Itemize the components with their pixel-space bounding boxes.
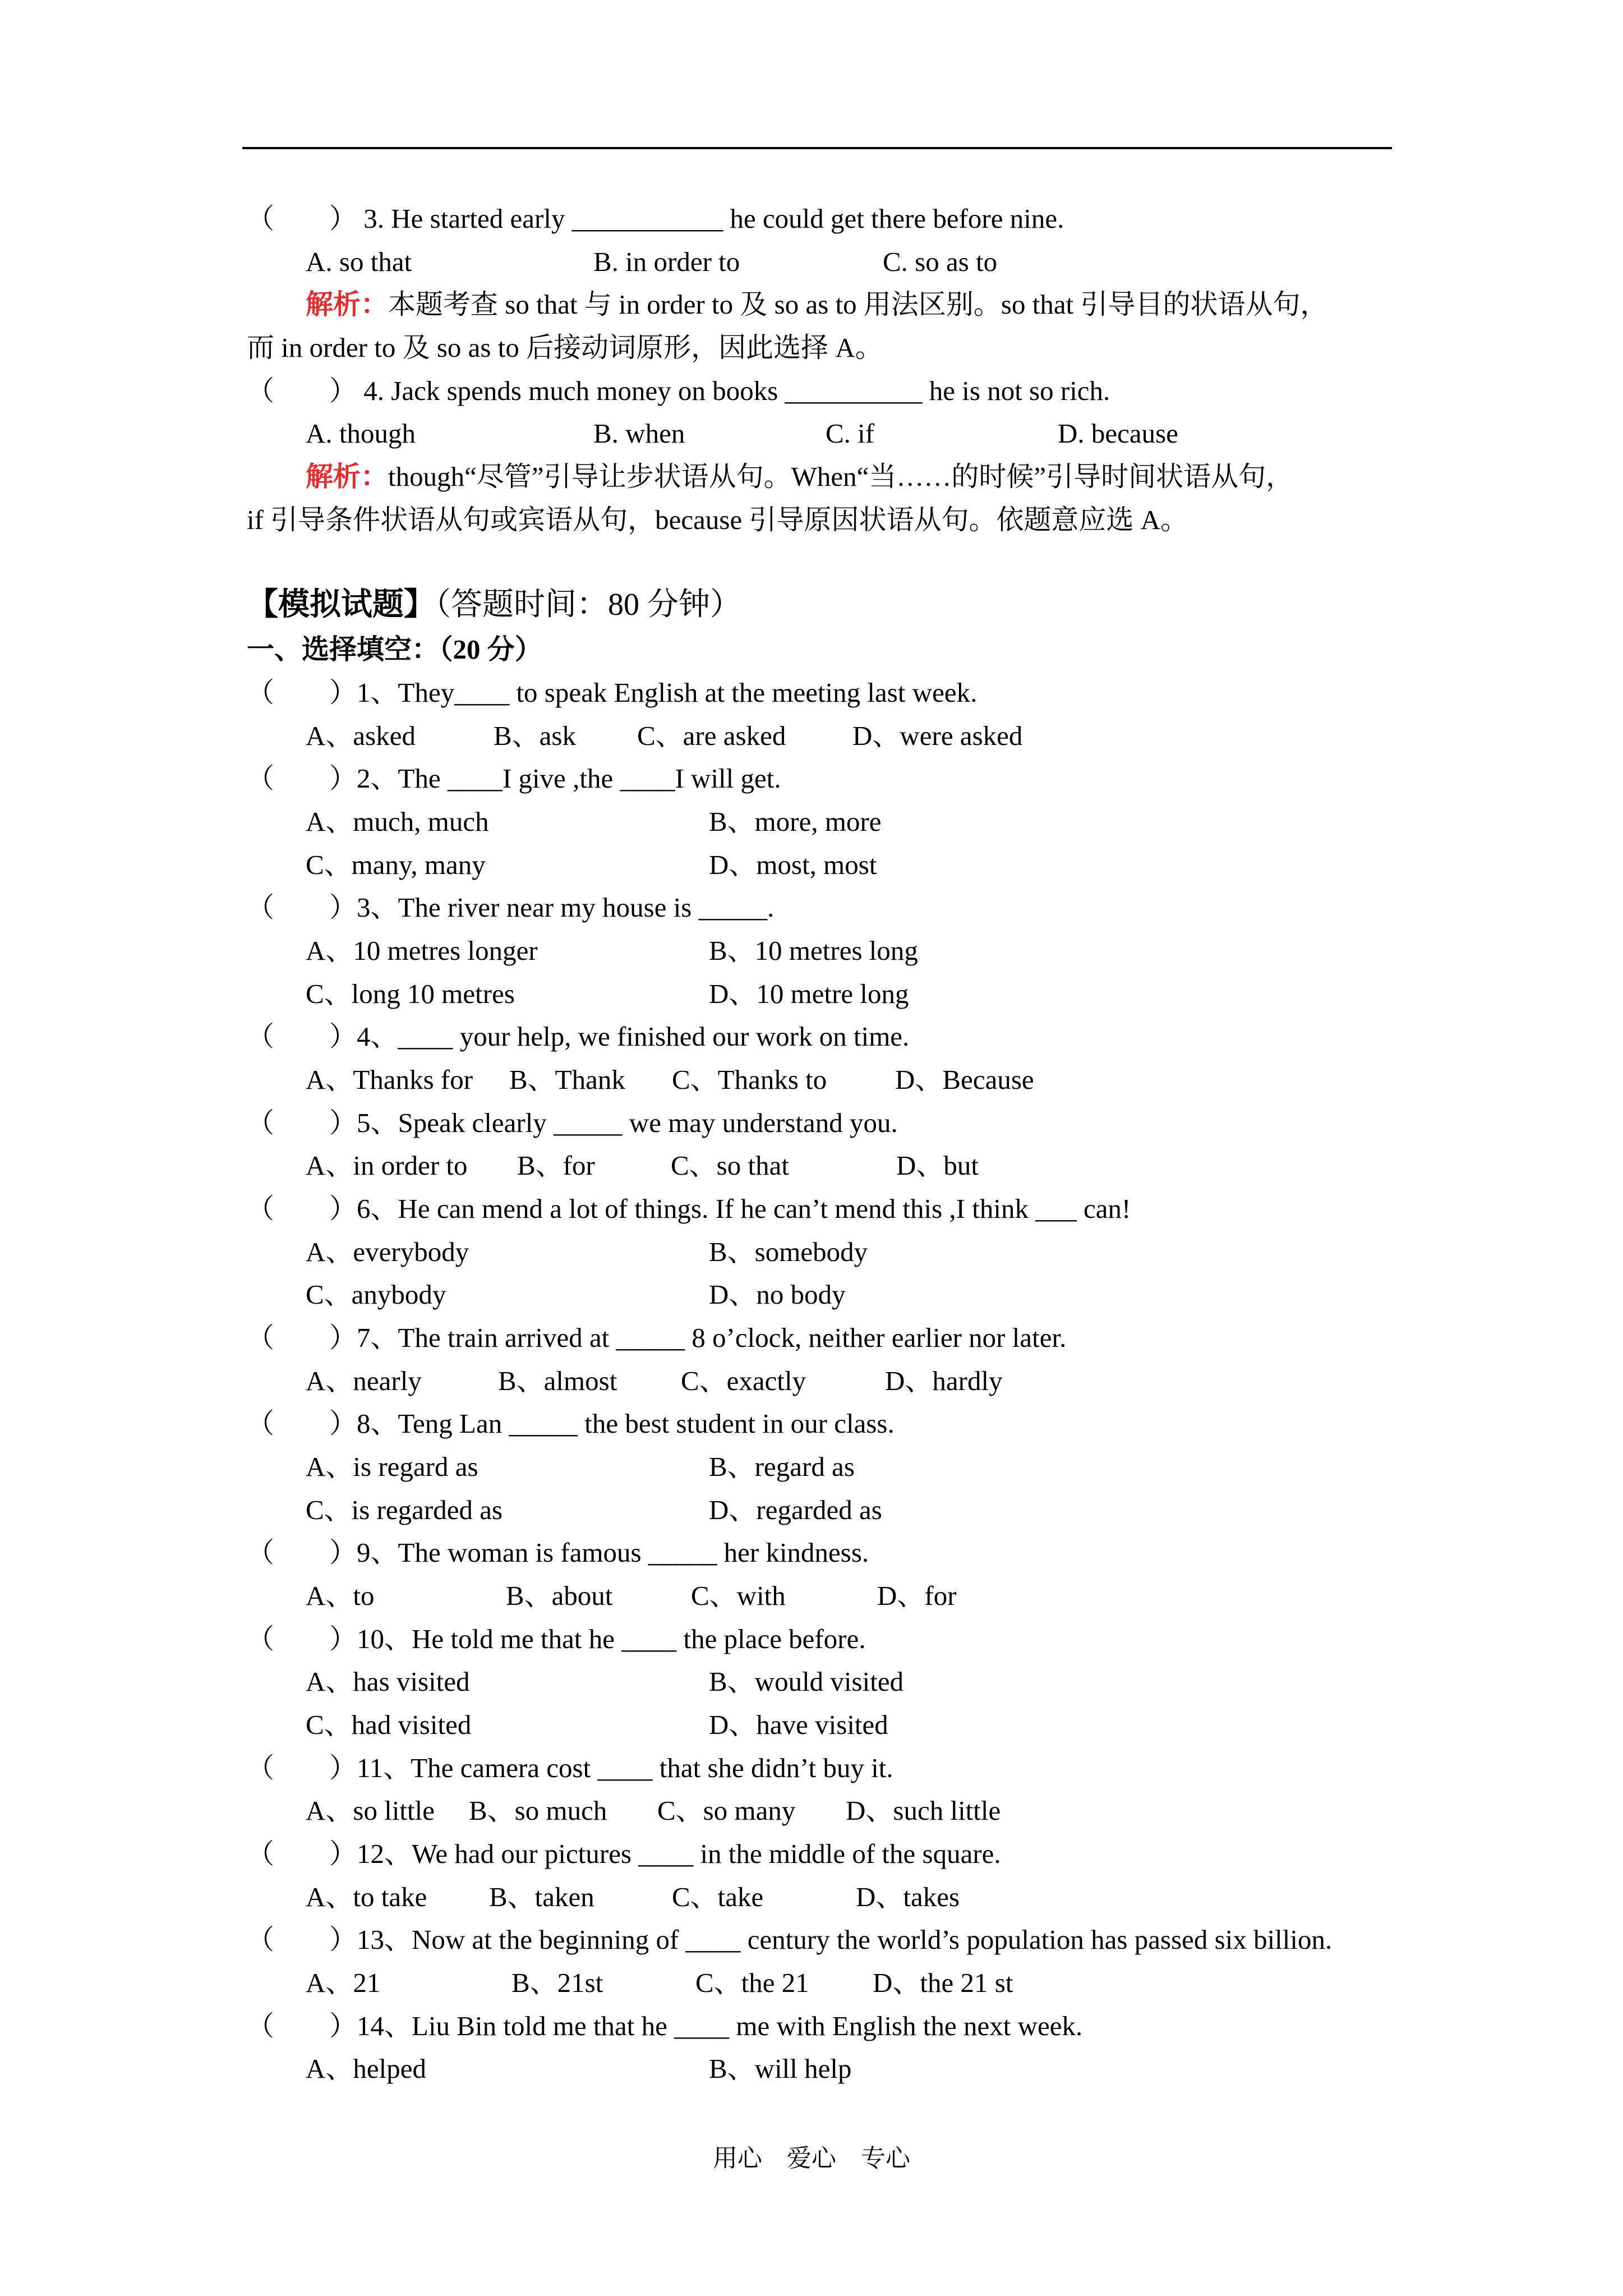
- q6-option-d: D、no body: [709, 1279, 846, 1310]
- q2-option-d: D、most, most: [709, 849, 877, 880]
- q6-option-a: A、everybody: [306, 1236, 469, 1267]
- q3-option-b: B、10 metres long: [709, 935, 918, 966]
- example-4-option-b: B. when: [593, 418, 685, 449]
- q8-option-a: A、is regard as: [306, 1451, 478, 1482]
- q4-option-b: B、Thank: [509, 1064, 625, 1095]
- page-footer: 用心 爱心 专心: [713, 2145, 910, 2172]
- q11-option-c: C、so many: [657, 1795, 796, 1826]
- q2-option-c: C、many, many: [306, 849, 486, 880]
- q5-option-a: A、in order to: [306, 1150, 468, 1181]
- q5-option-d: D、but: [896, 1150, 979, 1181]
- analysis-label: 解析：: [306, 461, 389, 492]
- q1-option-d: D、were asked: [852, 720, 1023, 751]
- q14-option-b: B、will help: [709, 2053, 852, 2084]
- q7-option-b: B、almost: [498, 1365, 617, 1396]
- q4-option-c: C、Thanks to: [672, 1064, 827, 1095]
- example-4-analysis-cont: if 引导条件状语从句或宾语从句，because 引导原因状语从句。依题意应选 A。: [247, 504, 1188, 535]
- q1-option-c: C、are asked: [637, 720, 786, 751]
- example-3-analysis: 解析：本题考查 so that 与 in order to 及 so as to 用法区别。so that 引导目的状语从句，: [306, 289, 1328, 320]
- example-3-option-a: A. so that: [306, 246, 412, 277]
- q10-option-b: B、would visited: [709, 1666, 904, 1697]
- q13-option-c: C、the 21: [695, 1967, 809, 1998]
- example-4-option-c: C. if: [826, 418, 875, 449]
- analysis-label: 解析：: [306, 289, 389, 320]
- q11-option-d: D、such little: [846, 1795, 1001, 1826]
- q13-option-b: B、21st: [511, 1967, 603, 1998]
- question-8: （ ）8、Teng Lan _____ the best student in our class.: [247, 1408, 895, 1439]
- q11-option-a: A、so little: [306, 1795, 435, 1826]
- q7-option-c: C、exactly: [681, 1365, 806, 1396]
- q9-option-b: B、about: [506, 1580, 613, 1611]
- example-4-analysis: 解析：though“尽管”引导让步状语从句。When“当……的时候”引导时间状语从句，: [306, 461, 1294, 492]
- q6-option-c: C、anybody: [306, 1279, 446, 1310]
- q7-option-d: D、hardly: [885, 1365, 1003, 1396]
- q3-option-d: D、10 metre long: [709, 978, 909, 1009]
- q9-option-d: D、for: [877, 1580, 957, 1611]
- q14-option-a: A、helped: [306, 2053, 426, 2084]
- q8-option-d: D、regarded as: [709, 1494, 882, 1525]
- q6-option-b: B、somebody: [709, 1236, 868, 1267]
- q8-option-c: C、is regarded as: [306, 1494, 503, 1525]
- q1-option-b: B、ask: [494, 720, 577, 751]
- question-14: （ ）14、Liu Bin told me that he ____ me with English the next week.: [247, 2010, 1083, 2041]
- q2-option-b: B、more, more: [709, 806, 882, 837]
- q7-option-a: A、nearly: [306, 1365, 422, 1396]
- example-3-question: （ ） 3. He started early ___________ he could get there before nine.: [247, 203, 1064, 234]
- q13-option-d: D、the 21 st: [873, 1967, 1013, 1998]
- q12-option-b: B、taken: [489, 1881, 594, 1912]
- question-9: （ ）9、The woman is famous _____ her kindness.: [247, 1537, 869, 1568]
- example-3-analysis-cont: 而 in order to 及 so as to 后接动词原形，因此选择 A。: [247, 332, 883, 363]
- q4-option-d: D、Because: [895, 1064, 1034, 1095]
- q10-option-c: C、had visited: [306, 1709, 472, 1740]
- q10-option-d: D、have visited: [709, 1709, 888, 1740]
- example-3-option-b: B. in order to: [593, 246, 740, 277]
- question-3: （ ）3、The river near my house is _____.: [247, 892, 774, 923]
- q9-option-a: A、to: [306, 1580, 375, 1611]
- question-13: （ ）13、Now at the beginning of ____ century the world’s population has passed six billion.: [247, 1924, 1332, 1955]
- q5-option-b: B、for: [517, 1150, 595, 1181]
- q4-option-a: A、Thanks for: [306, 1064, 473, 1095]
- q3-option-c: C、long 10 metres: [306, 978, 515, 1009]
- question-12: （ ）12、We had our pictures ____ in the middle of the square.: [247, 1838, 1001, 1869]
- question-6: （ ）6、He can mend a lot of things. If he can’t mend this ,I think ___ can!: [247, 1193, 1131, 1224]
- example-4-option-a: A. though: [306, 418, 416, 449]
- q12-option-d: D、takes: [856, 1881, 960, 1912]
- example-3-option-c: C. so as to: [883, 246, 998, 277]
- part-title: 一、选择填空：（20 分）: [247, 634, 542, 665]
- q11-option-b: B、so much: [469, 1795, 607, 1826]
- q3-option-a: A、10 metres longer: [306, 935, 538, 966]
- section-heading: 【模拟试题】（答题时间：80 分钟）: [247, 587, 741, 622]
- example-4-option-d: D. because: [1058, 418, 1178, 449]
- header-rule: [242, 147, 1392, 149]
- question-4: （ ）4、____ your help, we finished our work on time.: [247, 1021, 910, 1052]
- q10-option-a: A、has visited: [306, 1666, 470, 1697]
- q5-option-c: C、so that: [671, 1150, 789, 1181]
- q12-option-a: A、to take: [306, 1881, 427, 1912]
- question-5: （ ）5、Speak clearly _____ we may understand you.: [247, 1107, 898, 1138]
- q2-option-a: A、much, much: [306, 806, 489, 837]
- question-10: （ ）10、He told me that he ____ the place before.: [247, 1623, 866, 1654]
- q12-option-c: C、take: [672, 1881, 764, 1912]
- question-7: （ ）7、The train arrived at _____ 8 o’clock, neither earlier nor later.: [247, 1322, 1067, 1353]
- question-1: （ ）1、They____ to speak English at the meeting last week.: [247, 677, 978, 708]
- q8-option-b: B、regard as: [709, 1451, 855, 1482]
- q9-option-c: C、with: [691, 1580, 786, 1611]
- q13-option-a: A、21: [306, 1967, 381, 1998]
- question-2: （ ）2、The ____I give ,the ____I will get.: [247, 763, 781, 794]
- example-4-question: （ ） 4. Jack spends much money on books __________ he is not so rich.: [247, 375, 1110, 406]
- question-11: （ ）11、The camera cost ____ that she didn’t buy it.: [247, 1752, 893, 1783]
- q1-option-a: A、asked: [306, 720, 416, 751]
